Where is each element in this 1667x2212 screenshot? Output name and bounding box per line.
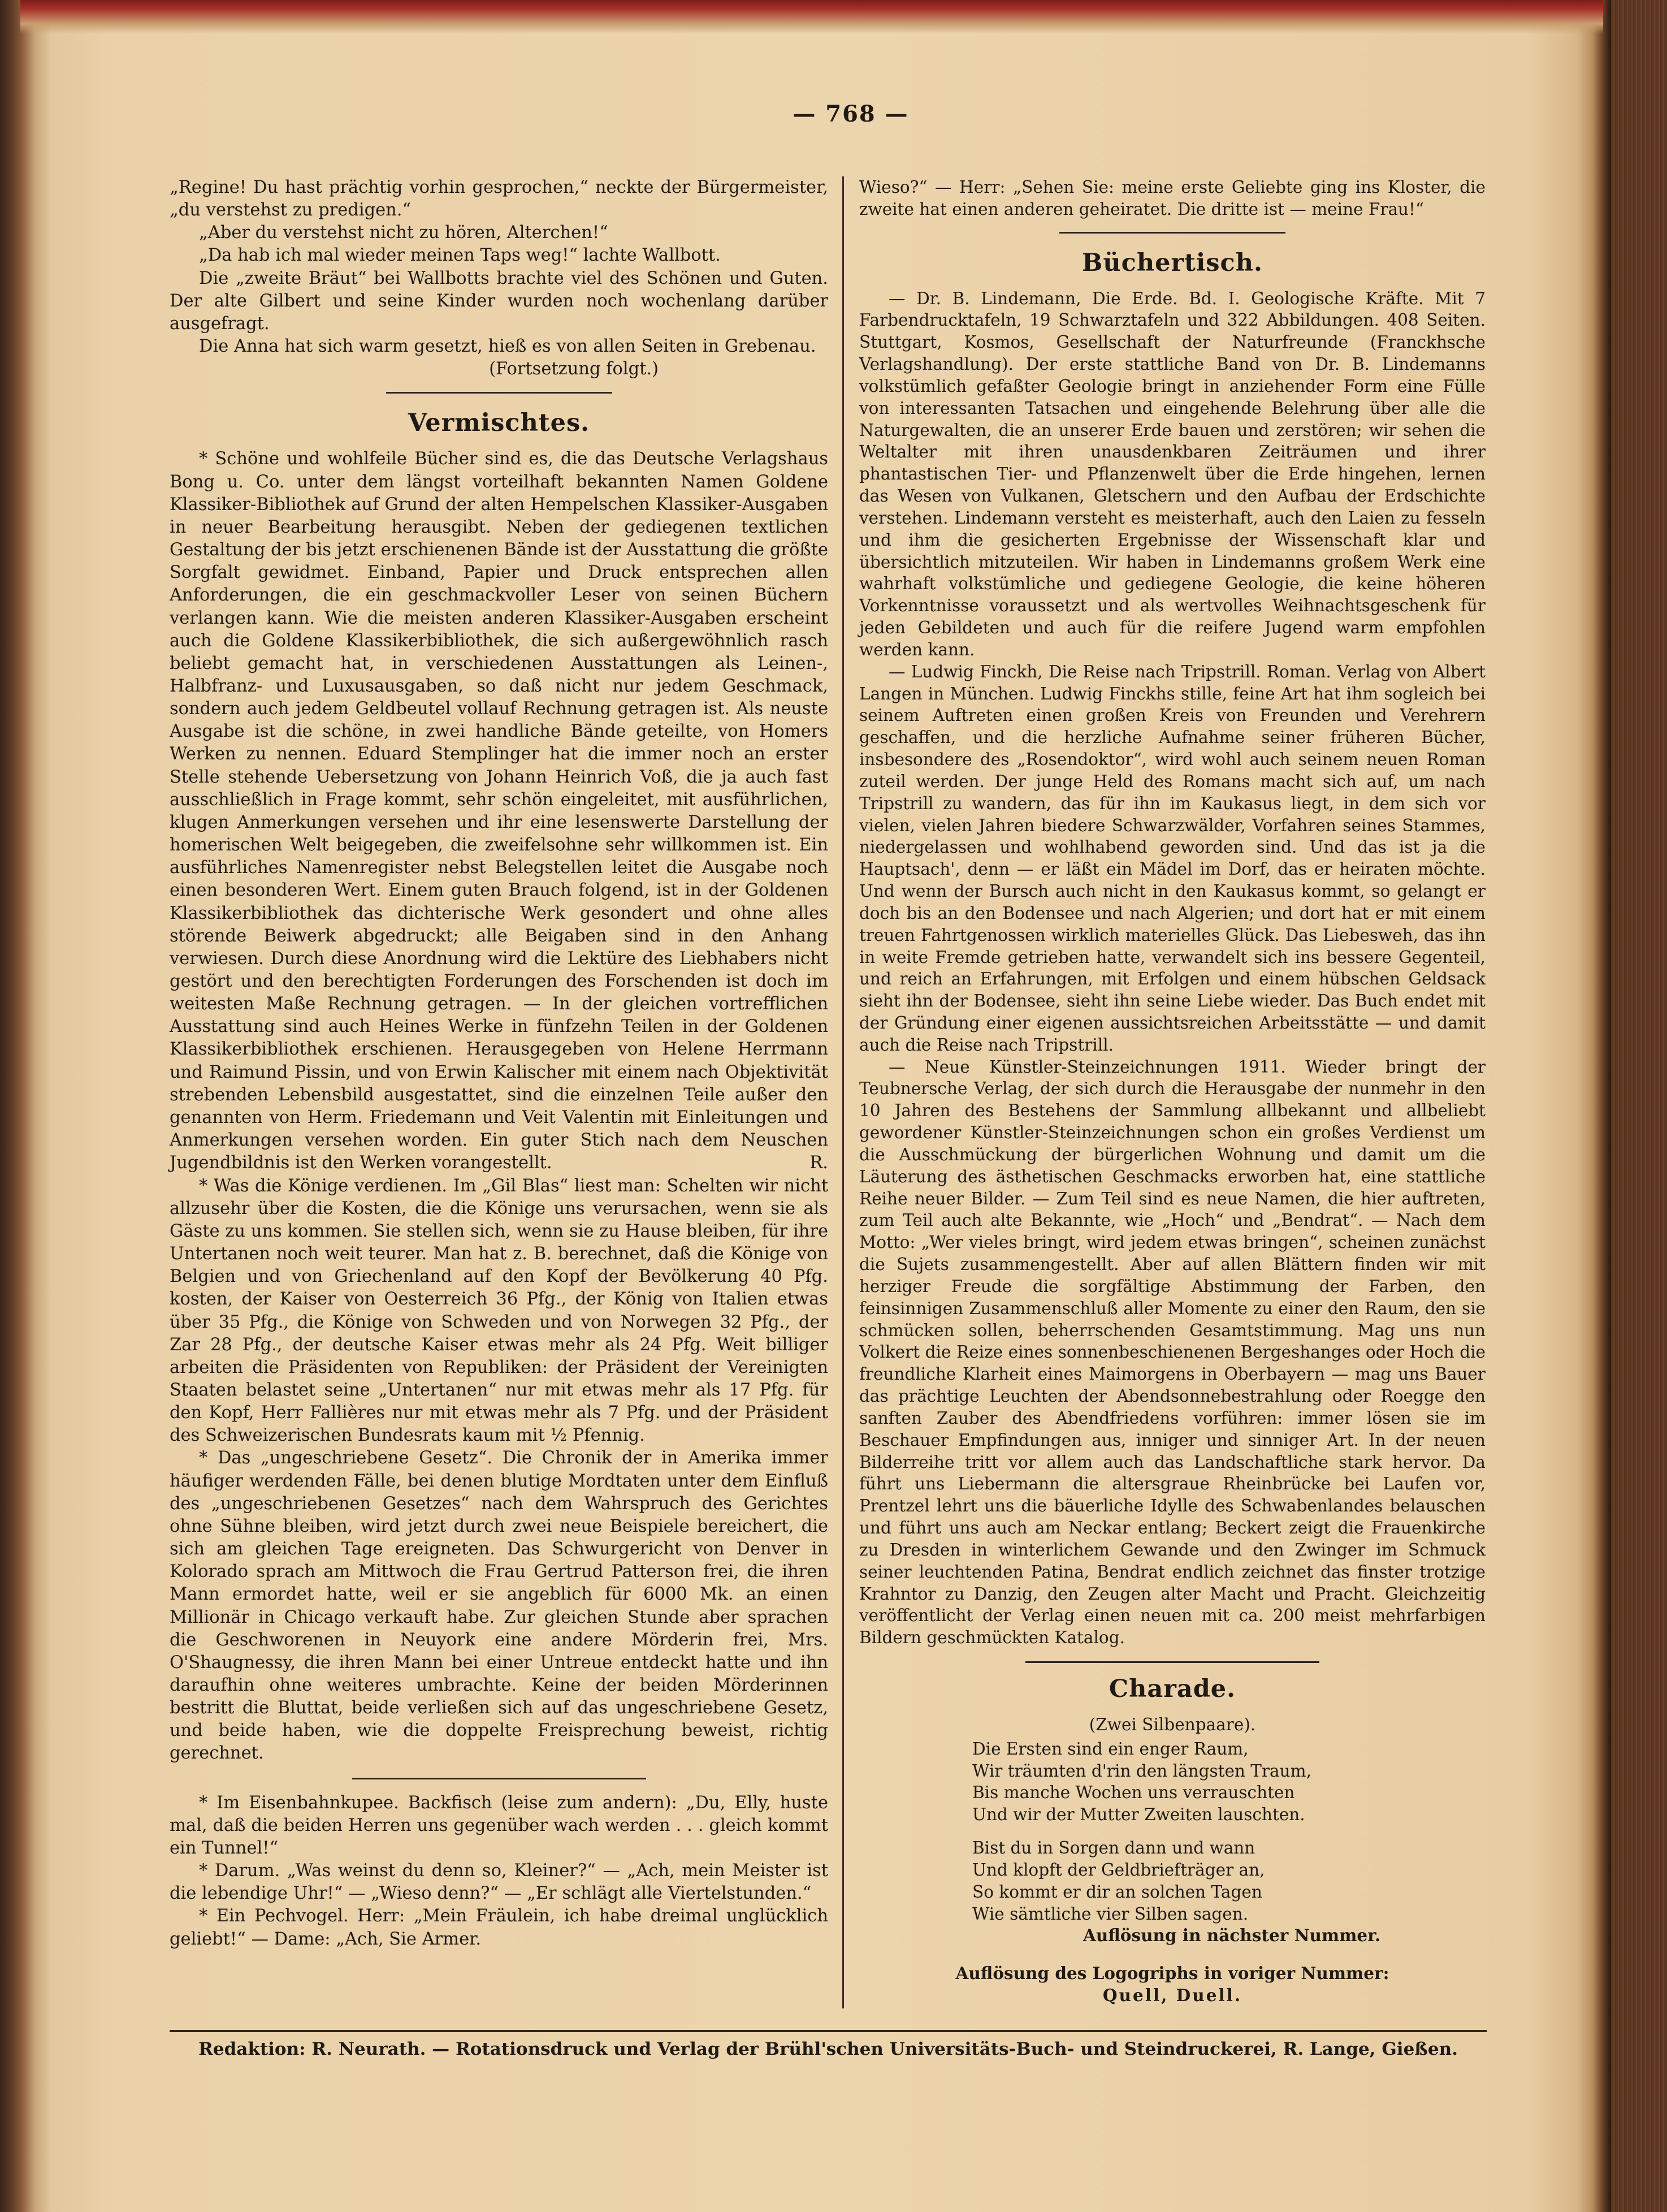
joke-item: * Ein Pechvogel. Herr: „Mein Fräulein, ich habe dreimal unglücklich geliebt!“ — Dame: „Ach, Sie Armer. [170,1906,828,1949]
solution-heading: Auflösung des Logogriphs in voriger Nummer: [955,1963,1389,1984]
story-paragraph: Die Anna hat sich warm gesetzt, hieß es von allen Seiten in Grebenau. [199,336,816,357]
story-paragraph: „Aber du verstehst nicht zu hören, Alterchen!“ [199,223,608,243]
charade-answer-note: Auflösung in nächster Nummer. [1083,1925,1381,1946]
right-column [859,176,1486,2007]
footer-rule [170,2030,1487,2032]
story-paragraph: „Regine! Du hast prächtig vorhin gesprochen,“ neckte der Bürgermeister, „du verstehst zu predigen.“ [170,178,828,221]
charade-title: Charade. [1109,1675,1236,1703]
poem-line: Und klopft der Geldbriefträger an, [972,1860,1265,1880]
story-paragraph: Die „zweite Bräut“ bei Wallbotts brachte viel des Schönen und Guten. Der alte Gilbert und seine Kinder wurden noch wochenlang darüber ausgefragt. [170,268,828,334]
page-number: — 768 — [793,101,909,127]
joke-continuation: Wieso?“ — Herr: „Sehen Sie: meine erste Geliebte ging ins Kloster, die zweite hat einen anderen geheiratet. Die dritte ist — meine Frau!“ [859,178,1486,219]
story-paragraph: „Da hab ich mal wieder meinen Taps weg!“ lachte Wallbott. [199,245,721,266]
miscellany-signature: R. [809,1153,828,1173]
divider-rule [352,1778,646,1779]
charade-stanza [972,1738,1486,1826]
divider-rule [1059,232,1285,234]
poem-line: Bist du in Sorgen dann und wann [972,1838,1255,1858]
column-divider [842,176,844,2008]
solution-answer: Quell, Duell. [1102,1985,1242,2006]
book-section-title: Büchertisch. [1082,248,1263,277]
miscellany-title: Vermischtes. [408,409,590,438]
miscellany-item: * Schöne und wohlfeile Bücher sind es, die das Deutsche Verlagshaus Bong u. Co. unter dem längst vorteilhaft bekannten Namen Goldene Klassiker-Bibliothek auf Grund der alten Hempelschen Klassiker-Ausgaben in neuer Bearbeitung herausgibt. Neben der gediegenen textlichen Gestaltung der bis jetzt erschienenen Bände ist der Ausstattung die größte Sorgfalt gewidmet. Einband, Papier und Druck entsprechen allen Anforderungen, die ein geschmackvoller Leser von seinen Büchern verlangen kann. Wie die meisten anderen Klassiker-Ausgaben erscheint auch die Goldene Klassikerbibliothek, die sich außergewöhnlich rasch beliebt gemacht hat, in verschiedenen Ausstattungen als Leinen-, Halbfranz- und Luxusausgaben, so daß nicht nur jedem Geschmack, sondern auch jedem Geldbeutel vollauf Rechnung getragen ist. Als neuste Ausgabe ist die schöne, in zwei handliche Bände geteilte, von Homers Werken zu nennen. Eduard Stemplinger hat die immer noch an erster Stelle stehende Uebersetzung von Johann Heinrich Voß, die ja auch fast ausschließlich in Frage kommt, sehr schön eingeleitet, mit ausführlichen, klugen Anmerkungen versehen und ihr eine lesenswerte Darstellung der homerischen Welt beigegeben, die zweifelsohne sehr willkommen ist. Ein ausführliches Namenregister nebst Belegstellen leitet die Ausgabe noch einen besonderen Wert. Einem guten Brauch folgend, ist in der Goldenen Klassikerbibliothek das dichterische Werk gesondert und ohne alles störende Beiwerk abgedruckt; alle Beigaben sind in den Anhang verwiesen. Durch diese Anordnung wird die Lektüre des Liebhabers nicht gestört und den berechtigten Forderungen des Forschenden ist doch im weitesten Maße Rechnung getragen. — In der gleichen vortrefflichen Ausstattung sind auch Heines Werke in fünfzehn Teilen in der Goldenen Klassikerbibliothek erschienen. Herausgegeben von Helene Herrmann und Raimund Pissin, und von Erwin Kalischer mit einem nach Objektivität strebenden Lebensbild ausgestattet, sind die einzelnen Teile außer den genannten von Herm. Friedemann und Veit Valentin mit Einleitungen und Anmerkungen versehen worden. Ein guter Stich nach dem Neuschen Jugendbildnis ist den Werken vorangestellt. [170,449,828,1173]
poem-line: Die Ersten sind ein enger Raum, [972,1739,1249,1759]
poem-line: Wir träumten d'rin den längsten Traum, [972,1761,1311,1781]
book-review: — Ludwig Finckh, Die Reise nach Tripstrill. Roman. Verlag von Albert Langen in München. Ludwig Finckhs stille, feine Art hat ihm sogleich bei seinem Auftreten einen großen Kreis von Freunden und Verehrern geschaffen, und die herzliche Aufnahme seiner früheren Bücher, insbesondere des „Rosendoktor“, wird wohl auch seinem neuen Roman zuteil werden. Der junge Held des Romans macht sich auf, um nach Tripstrill zu wandern, das für ihn im Kaukasus liegt, in dem sich vor vielen, vielen Jahren biedere Schwarzwälder, Vorfahren seines Stammes, niedergelassen und wohlhabend geworden sind. Und das ist ja die Hauptsach', denn — er läßt ein Mädel im Dorf, das er heiraten möchte. Und wenn der Bursch auch nicht in den Kaukasus kommt, so gelangt er doch bis an den Bodensee und nach Algerien; und dort hat er mit einem treuen Fahrtgenossen wirklich materielles Glück. Das Liebesweh, das ihn in weite Fremde getrieben hatte, verwandelt sich ins bessere Gegenteil, und reich an Erfahrungen, mit Erfolgen und einem hübschen Geldsack sieht ihn der Bodensee, sieht ihn seine Liebe wieder. Das Buch endet mit der Gründung einer eigenen aussichtsreichen Arbeitsstätte — und damit auch die Reise nach Tripstrill. [859,662,1486,1055]
charade-subtitle: (Zwei Silbenpaare). [1089,1715,1256,1734]
joke-item: * Darum. „Was weinst du denn so, Kleiner?“ — „Ach, mein Meister ist die lebendige Uhr!“ — „Wieso denn?“ — „Er schlägt alle Viertelstunden.“ [170,1861,828,1904]
left-column [170,176,828,1951]
miscellany-item: * Das „ungeschriebene Gesetz“. Die Chronik der in Amerika immer häufiger werdenden Fälle, bei denen blutige Mordtaten unter dem Einfluß des „ungeschriebenen Gesetzes“ nach dem Wahrspruch des Gerichtes ohne Sühne bleiben, wird jetzt durch zwei neue Beispiele bereichert, die sich am gleichen Tage ereigneten. Das Schwurgericht von Denver in Kolorado sprach am Mittwoch die Frau Gertrud Patterson frei, die ihren Mann ermordet hatte, weil er sie angeblich für 6000 Mk. an einen Millionär in Chicago verkauft habe. Zur gleichen Stunde aber sprachen die Geschworenen in Neuyork eine andere Mörderin frei, Mrs. O'Shaugnessy, die ihren Mann bei einer Untreue entdeckt hatte und ihn daraufhin ohne weiteres umbrachte. Keine der beiden Mörderinnen bestritt die Bluttat, beide verließen sich auf das ungeschriebene Gesetz, und beide haben, wie die doppelte Freisprechung beweist, richtig gerechnet. [170,1448,828,1764]
poem-line: Und wir der Mutter Zweiten lauschten. [972,1805,1305,1825]
divider-rule [1025,1661,1319,1663]
joke-item: * Im Eisenbahnkupee. Backfisch (leise zum andern): „Du, Elly, huste mal, daß die beiden Herren uns gegenüber wach werden . . . gleich kommt ein Tunnel!“ [170,1792,828,1858]
book-review: — Neue Künstler-Steinzeichnungen 1911. Wieder bringt der Teubnersche Verlag, der sich durch die Herausgabe der nunmehr in den 10 Jahren des Bestehens der Sammlung allbekannt und allbeliebt gewordener Künstler-Steinzeichnungen schon ein großes Verdienst um die Ausschmückung der bürgerlichen Wohnung und damit um die Läuterung des ästhetischen Geschmacks erworben hat, eine stattliche Reihe neuer Bilder. — Zum Teil sind es neue Namen, die hier auftreten, zum Teil auch alte Bekannte, wie „Hoch“ und „Bendrat“. — Nach dem Motto: „Wer vieles bringt, wird jedem etwas bringen“, scheinen zunächst die Sujets zusammengestellt. Aber auf allen Blättern finden wir mit herziger Freude die sorgfältige Abstimmung der Farben, den feinsinnigen Zusammenschluß aller Momente zu einer den Raum, den sie schmücken sollen, beherrschenden Gesamtstimmung. Mag uns nun Volkert die Reize eines sonnenbeschienenen Bergeshanges oder Hoch die freundliche Klarheit eines Maimorgens in Oberbayern — mag uns Bauer das prächtige Leuchten der Abendsonnebestrahlung oder Roegge den sanften Zauber des Abendfriedens vorführen: immer lösen sie im Beschauer Empfindungen aus, inniger und sinniger Art. In der neuen Bilderreihe tritt vor allem auch das Landschaftliche stark hervor. Da führt uns Liebermann die altersgraue Rheinbrücke bei Laufen vor, Prentzel lehrt uns die bäuerliche Idylle des Schwabenlandes belauschen und führt uns auch am Neckar entlang; Beckert zeigt die Frauenkirche zu Dresden in winterlichem Gewande und den Zwinger im Schmuck seiner leuchtenden Patina, Bendrat endlich zeichnet das finster trotzige Krahntor zu Danzig, den Zeugen alter Macht und Pracht. Gleichzeitig veröffentlicht der Verlag einen neuen mit ca. 200 meist mehrfarbigen Bildern geschmückten Katalog. [859,1057,1486,1648]
footer-imprint: Redaktion: R. Neurath. — Rotationsdruck und Verlag der Brühl'schen Universitäts-Buch- und Steindruckerei, R. Lange, Gießen. [198,2039,1458,2059]
miscellany-item: * Was die Könige verdienen. Im „Gil Blas“ liest man: Schelten wir nicht allzusehr über die Kosten, die die Könige uns verursachen, wenn sie als Gäste zu uns kommen. Sie stellen sich, wenn sie zu Hause bleiben, für ihre Untertanen noch weit teurer. Man hat z. B. berechnet, daß die Könige von Belgien und von Griechenland auf den Kopf der Bevölkerung 40 Pfg. kosten, der Kaiser von Oesterreich 36 Pfg., der König von Italien etwas über 35 Pfg., die Könige von Schweden und von Norwegen 32 Pfg., der Zar 28 Pfg., der deutsche Kaiser etwas mehr als 24 Pfg. Weit billiger arbeiten die Präsidenten von Republiken: der Präsident der Vereinigten Staaten belastet seine „Untertanen“ nur mit etwas mehr als 17 Pfg. für den Kopf, Herr Fallières nur mit etwas mehr als 7 Pfg. und der Präsident des Schweizerischen Bundesrats kaum mit ½ Pfennig. [170,1176,828,1446]
continuation-note: (Fortsetzung folgt.) [489,359,659,379]
poem-line: Wie sämtliche vier Silben sagen. [972,1904,1249,1924]
book-review: — Dr. B. Lindemann, Die Erde. Bd. I. Geologische Kräfte. Mit 7 Farbendrucktafeln, 19 Schwarztafeln und 322 Abbildungen. 408 Seiten. Stuttgart, Kosmos, Gesellschaft der Naturfreunde (Franckhsche Verlagshandlung). Der erste stattliche Band von Dr. B. Lindemanns volkstümlich gefaßter Geologie bringt in anziehender Form eine Fülle von interessanten Tatsachen und eingehende Belehrung über alle die Naturgewalten, die an unserer Erde bauen und zerstören; wir sehen die Weltalter mit ihren unausdenkbaren Zeiträumen und ihrer phantastischen Tier- und Pflanzenwelt über die Erde hingehen, lernen das Wesen von Vulkanen, Gletschern und den Aufbau der Erdschichte verstehen. Lindemann versteht es meisterhaft, auch den Laien zu fesseln und ihm die gesicherten Ergebnisse der Wissenschaft klar und übersichtlich mitzuteilen. Wir haben in Lindemanns großem Werk eine wahrhaft volkstümliche und gediegene Geologie, die keine höheren Vorkenntnisse voraussetzt und als wertvolles Weihnachtsgeschenk für jeden Gebildeten und auch für die reifere Jugend warm empfohlen werden kann. [859,288,1486,659]
charade-stanza [972,1837,1486,1925]
poem-line: Bis manche Wochen uns verrauschten [972,1783,1295,1803]
divider-rule [386,392,612,394]
poem-line: So kommt er dir an solchen Tagen [972,1882,1262,1902]
